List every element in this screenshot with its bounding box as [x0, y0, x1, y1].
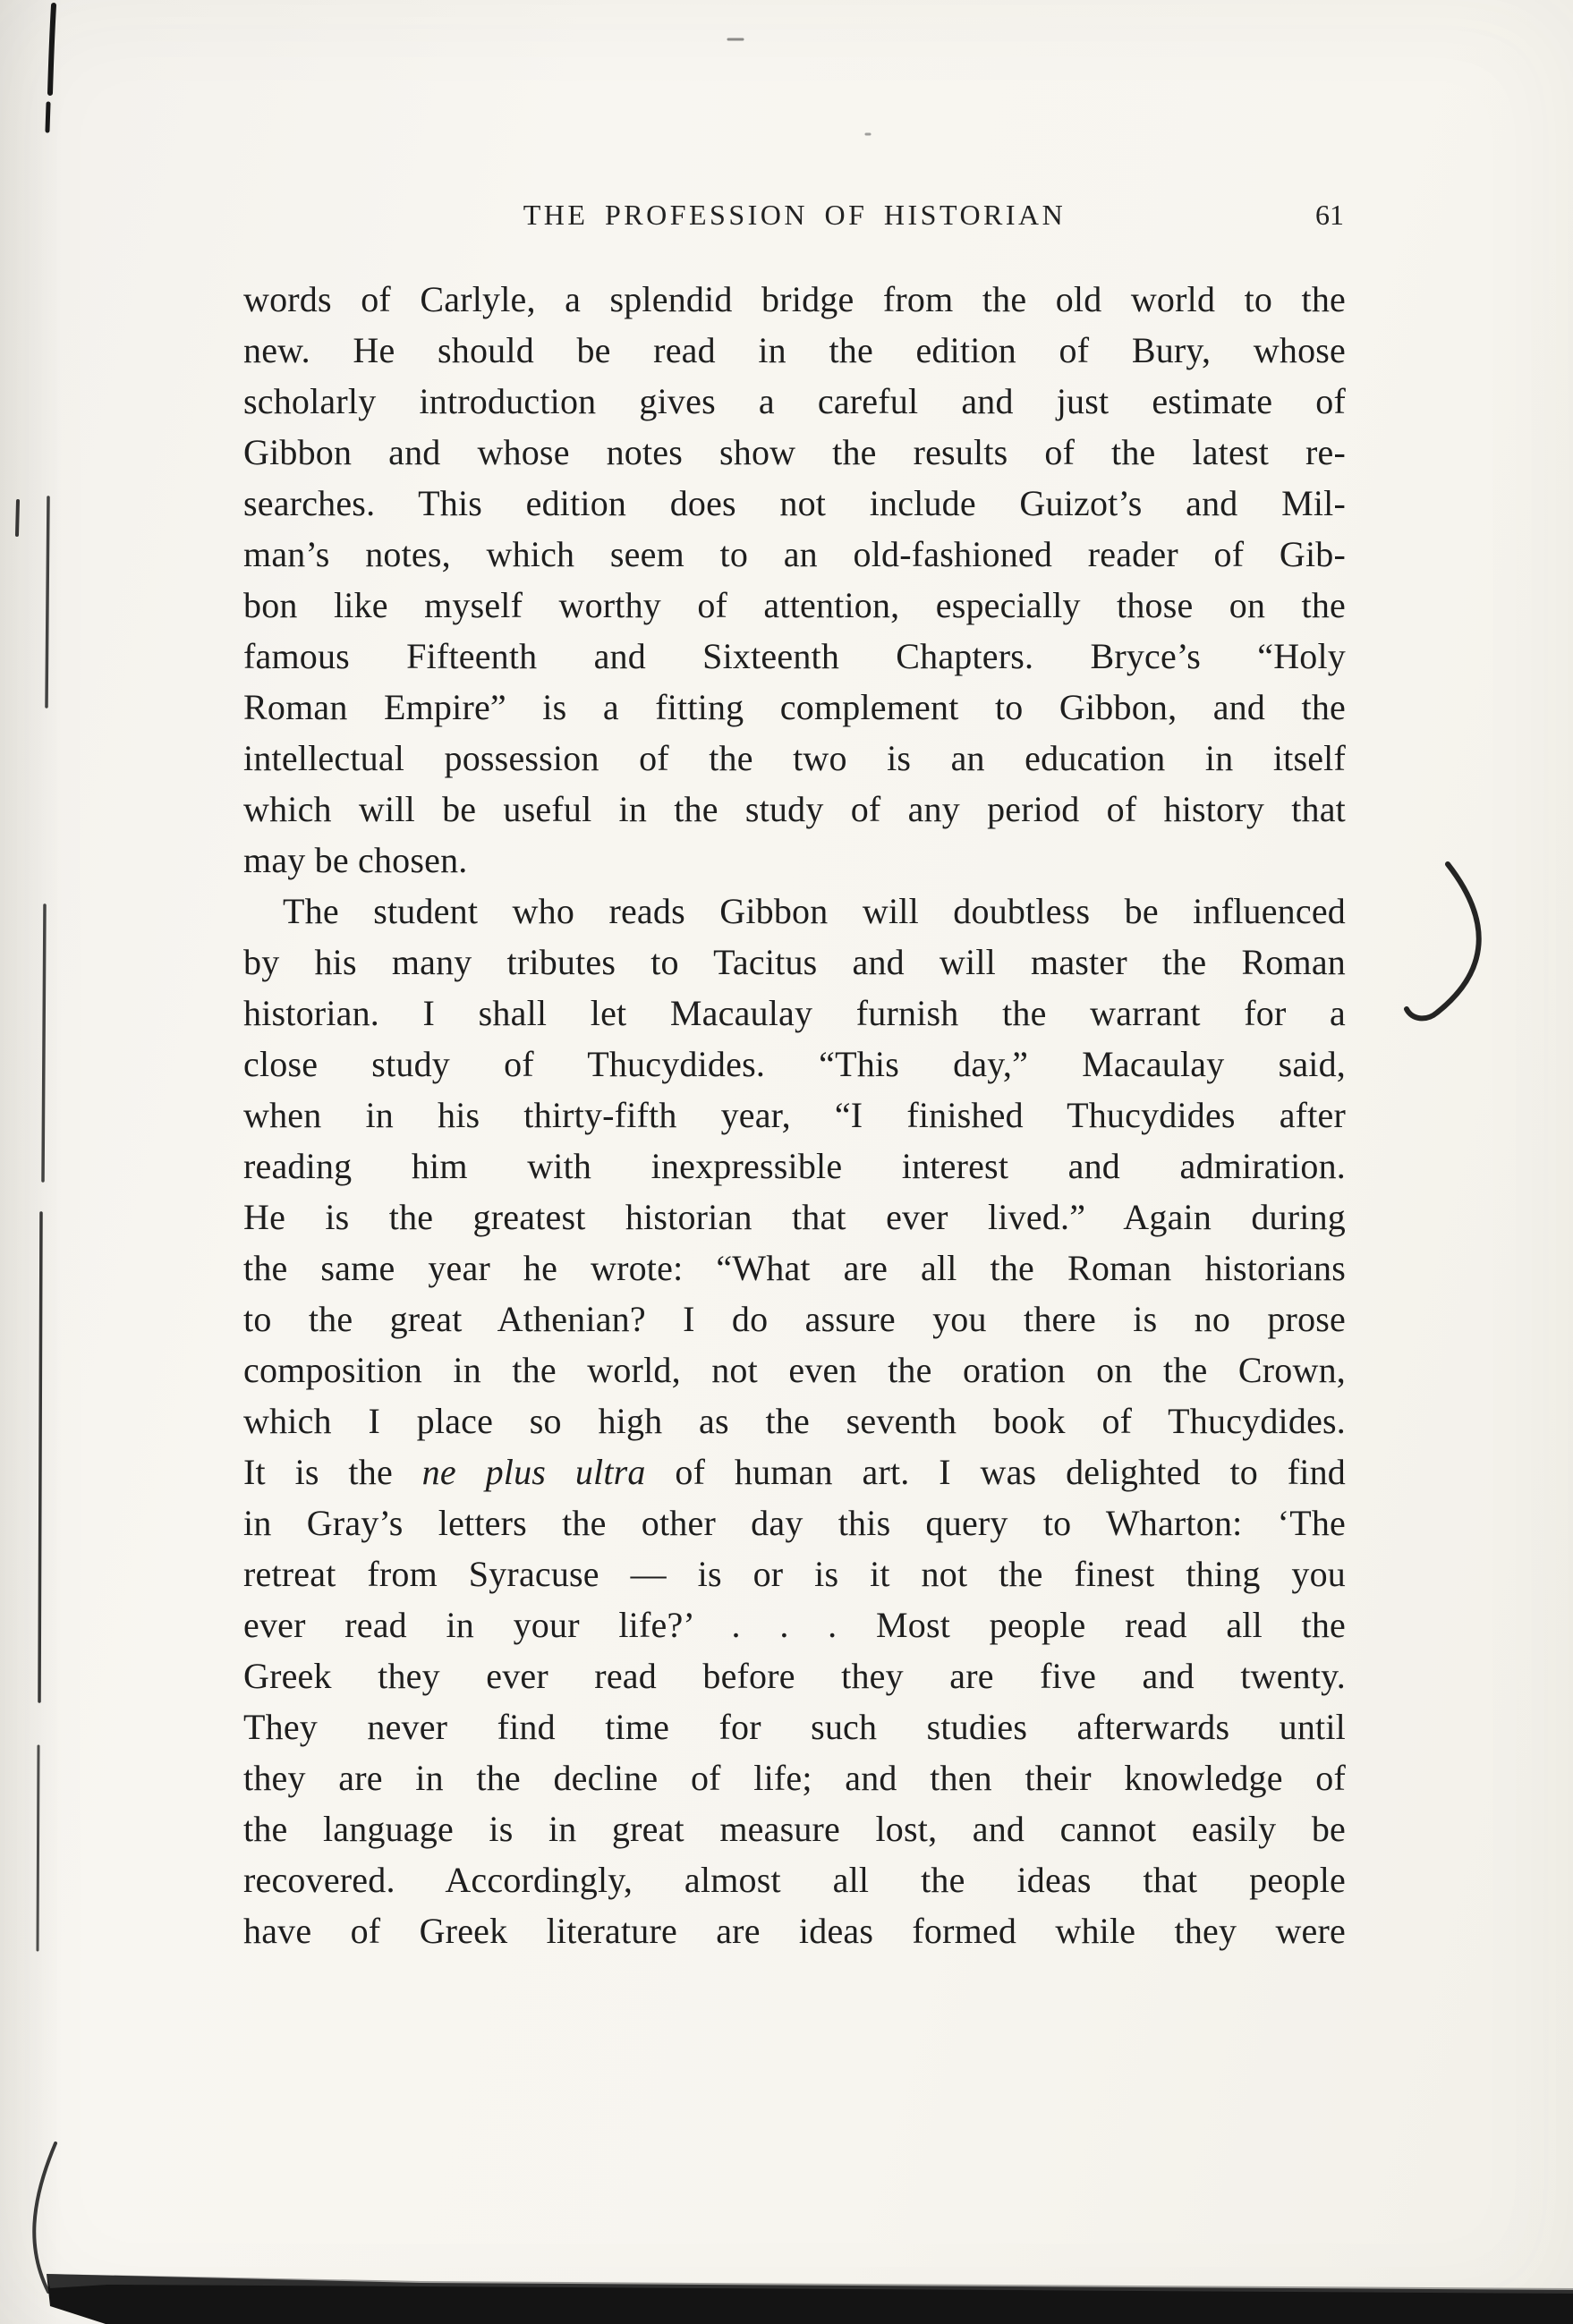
text-line: reading him with inexpressible interest and admiration.	[243, 1146, 1346, 1186]
text-line: have of Greek literature are ideas formed while they were	[243, 1911, 1346, 1951]
small-specks	[728, 39, 870, 134]
text-line: They never find time for such studies afterwards until	[243, 1707, 1346, 1747]
text-line: famous Fifteenth and Sixteenth Chapters. Bryce’s “Holy	[243, 636, 1346, 676]
text-line: Gibbon and whose notes show the results of the latest re-	[243, 432, 1346, 472]
body-text	[243, 274, 1346, 1956]
text-line: ever read in your life?’ . . . Most people read all the	[243, 1605, 1346, 1645]
page-header	[243, 199, 1346, 240]
right-margin-curve-mark	[1407, 864, 1479, 1018]
text-line: intellectual possession of the two is an education in itself	[243, 738, 1346, 778]
text-line: Roman Empire” is a fitting complement to Gibbon, and the	[243, 687, 1346, 727]
text-line: words of Carlyle, a splendid bridge from the old world to the	[243, 279, 1346, 319]
text-line: retreat from Syracuse — is or is it not the finest thing you	[243, 1554, 1346, 1594]
left-margin-marks	[17, 5, 55, 2292]
text-line: when in his thirty-fifth year, “I finished Thucydides after	[243, 1095, 1346, 1135]
bottom-edge-shadow	[47, 2274, 1573, 2324]
text-line: man’s notes, which seem to an old-fashioned reader of Gib-	[243, 534, 1346, 574]
text-line: to the great Athenian? I do assure you there is no prose	[243, 1299, 1346, 1339]
page-number: 61	[1315, 199, 1344, 231]
text-line: It is the ne plus ultra of human art. I was delighted to find	[243, 1452, 1347, 1492]
text-line: may be chosen.	[243, 840, 468, 880]
text-line: historian. I shall let Macaulay furnish the warrant for a	[243, 993, 1346, 1033]
text-line: The student who reads Gibbon will doubtless be influenced	[283, 891, 1346, 931]
text-line: close study of Thucydides. “This day,” Macaulay said,	[243, 1044, 1346, 1084]
text-line: which I place so high as the seventh book of Thucydides.	[243, 1401, 1346, 1441]
text-line: scholarly introduction gives a careful and just estimate of	[243, 381, 1346, 421]
text-line: which will be useful in the study of any period of history that	[243, 789, 1346, 829]
text-line: bon like myself worthy of attention, especially those on the	[243, 585, 1346, 625]
text-line: they are in the decline of life; and then their knowledge of	[243, 1758, 1346, 1798]
text-line: the language is in great measure lost, and cannot easily be	[243, 1809, 1346, 1849]
text-line: Greek they ever read before they are five and twenty.	[243, 1656, 1346, 1696]
text-line: new. He should be read in the edition of Bury, whose	[243, 330, 1346, 370]
text-line: composition in the world, not even the oration on the Crown,	[243, 1350, 1346, 1390]
running-head-title: THE PROFESSION OF HISTORIAN	[523, 199, 1067, 231]
text-line: in Gray’s letters the other day this query to Wharton: ‘The	[243, 1503, 1346, 1543]
binding-gutter-shade	[0, 0, 63, 2324]
text-line: the same year he wrote: “What are all the Roman historians	[243, 1248, 1346, 1288]
text-line: recovered. Accordingly, almost all the ideas that people	[243, 1860, 1346, 1900]
text-line: He is the greatest historian that ever lived.” Again during	[243, 1197, 1346, 1237]
text-line: by his many tributes to Tacitus and will master the Roman	[243, 942, 1346, 982]
text-line: searches. This edition does not include Guizot’s and Mil-	[243, 483, 1346, 523]
